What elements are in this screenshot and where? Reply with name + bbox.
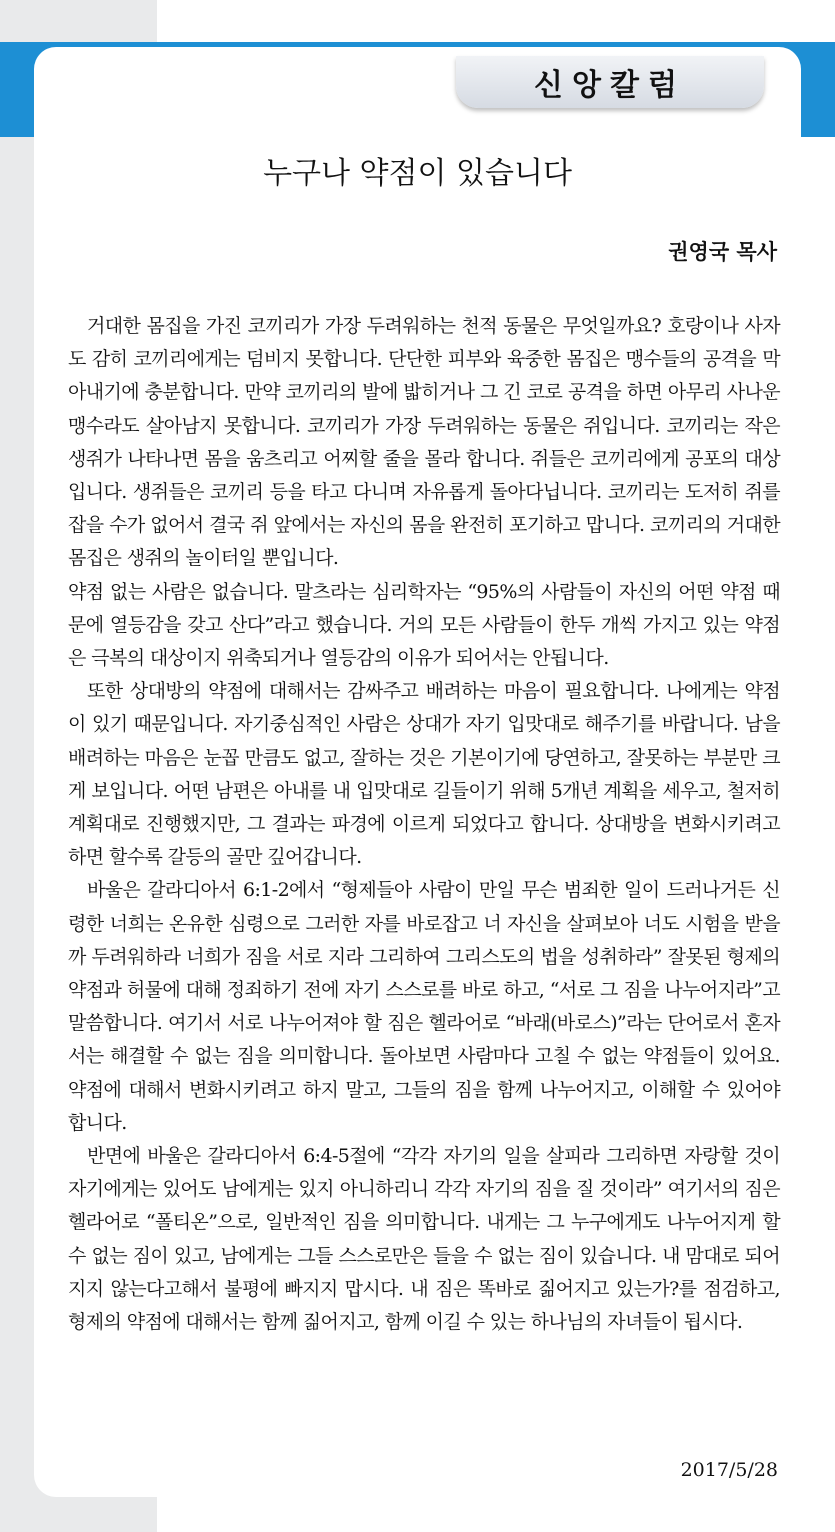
- paragraph: 약점 없는 사람은 없습니다. 말츠라는 심리학자는 “95%의 사람들이 자신의 어떤 약점 때문에 열등감을 갖고 산다”라고 했습니다. 거의 모든 사람들이 한두 개씩 가지고 있는 약점은 극복의 대상이지 위축되거나 열등감의 이유가 되어서는 안됩니다.: [68, 580, 780, 670]
- paragraph: 반면에 바울은 갈라디아서 6:4-5절에 “각각 자기의 일을 살피라 그리하면 자랑할 것이 자기에게는 있어도 남에게는 있지 아니하리니 각각 자기의 짐을 질 것이라” 여기서의 짐은 헬라어로 “폴티온”으로, 일반적인 짐을 의미합니다. 내게는 그 누구에게도 나누어지게 할 수 없는 짐이 있고, 남에게는 그들 스스로만은 들을 수 없는 짐이 있습니다. 내 맘대로 되어지지 않는다고해서 불평에 빠지지 맙시다. 내 짐은 똑바로 짊어지고 있는가?를 점검하고, 형제의 약점에 대해서는 함께 짊어지고, 함께 이길 수 있는 하나님의 자녀들이 됩시다.: [68, 1145, 780, 1334]
- paragraph: 또한 상대방의 약점에 대해서는 감싸주고 배려하는 마음이 필요합니다. 나에게는 약점이 있기 때문입니다. 자기중심적인 사람은 상대가 자기 입맛대로 해주기를 바랍니다. 남을 배려하는 마음은 눈꼽 만큼도 없고, 잘하는 것은 기본이기에 당연하고, 잘못하는 부분만 크게 보입니다. 어떤 남편은 아내를 내 입맛대로 길들이기 위해 5개년 계획을 세우고, 철저히 계획대로 진행했지만, 그 결과는 파경에 이르게 되었다고 합니다. 상대방을 변화시키려고 하면 할수록 갈등의 골만 깊어갑니다.: [68, 680, 780, 869]
- section-tab: [456, 56, 764, 108]
- paragraph: 거대한 몸집을 가진 코끼리가 가장 두려워하는 천적 동물은 무엇일까요? 호랑이나 사자도 감히 코끼리에게는 덤비지 못합니다. 단단한 피부와 육중한 몸집은 맹수들의 공격을 막아내기에 충분합니다. 만약 코끼리의 발에 밟히거나 그 긴 코로 공격을 하면 아무리 사나운 맹수라도 살아남지 못합니다. 코끼리가 가장 두려워하는 동물은 쥐입니다. 코끼리는 작은 생쥐가 나타나면 몸을 움츠리고 어찌할 줄을 몰라 합니다. 쥐들은 코끼리에게 공포의 대상입니다. 생쥐들은 코끼리 등을 타고 다니며 자유롭게 돌아다닙니다. 코끼리는 도저히 쥐를 잡을 수가 없어서 결국 쥐 앞에서는 자신의 몸을 완전히 포기하고 맙니다. 코끼리의 거대한 몸집은 생쥐의 놀이터일 뿐입니다.: [68, 315, 780, 570]
- paragraph: 바울은 갈라디아서 6:1-2에서 “형제들아 사람이 만일 무슨 범죄한 일이 드러나거든 신령한 너희는 온유한 심령으로 그러한 자를 바로잡고 너 자신을 살펴보아 너도 시험을 받을까 두려워하라 너희가 짐을 서로 지라 그리하여 그리스도의 법을 성취하라” 잘못된 형제의 약점과 허물에 대해 정죄하기 전에 자기 스스로를 바로 하고, “서로 그 짐을 나누어지라”고 말씀합니다. 여기서 서로 나누어져야 할 짐은 헬라어로 “바래(바로스)”라는 단어로서 혼자서는 해결할 수 없는 짐을 의미합니다. 돌아보면 사람마다 고칠 수 없는 약점들이 있어요. 약점에 대해서 변화시키려고 하지 말고, 그들의 짐을 함께 나누어지고, 이해할 수 있어야 합니다.: [68, 879, 780, 1134]
- section-label: 신앙칼럼: [534, 68, 686, 103]
- article-title: 누구나 약점이 있습니다: [263, 156, 572, 191]
- article-body: [68, 310, 780, 1339]
- article-author: 권영국 목사: [668, 240, 777, 264]
- article-date: 2017/5/28: [680, 1459, 778, 1481]
